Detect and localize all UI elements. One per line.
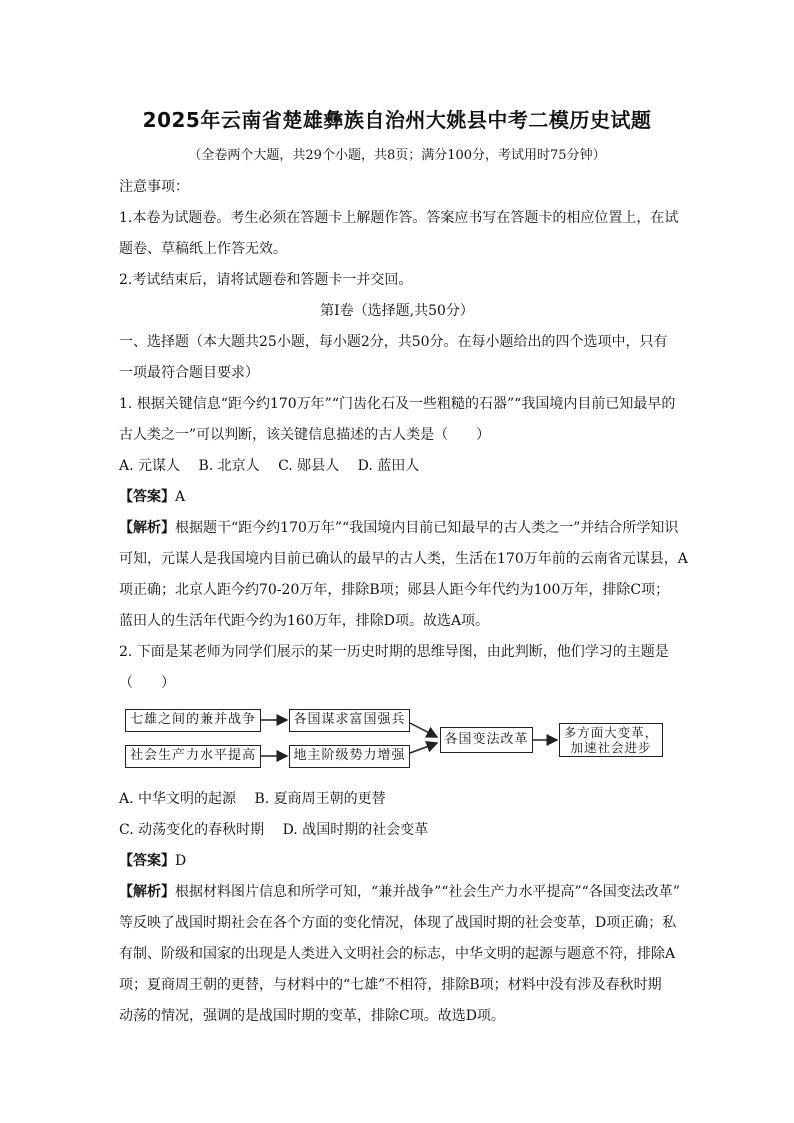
analysis-label: 【解析】: [119, 520, 175, 536]
answer-label: 【答案】: [119, 489, 175, 505]
q1-options: A. 元谋人 B. 北京人 C. 郧县人 D. 蓝田人: [119, 458, 420, 474]
notice-item-1: 1.本卷为试题卷。考生必须在答题卡上解题作答。答案应书写在答题卡的相应位置上，在试: [119, 210, 679, 226]
q2-options-2: C. 动荡变化的春秋时期 D. 战国时期的社会变革: [119, 822, 429, 838]
notice-item-2: 2.考试结束后，请将试题卷和答题卡一并交回。: [119, 272, 413, 288]
part-instructions: 一、选择题（本大题共25小题，每小题2分，共50分。在每小题给出的四个选项中，只有: [119, 334, 668, 350]
q1-answer: [119, 487, 679, 507]
box-landlord-class: 地主阶级势力增强: [289, 745, 410, 768]
exam-info: （全卷两个大题，共29个小题，共8页；满分100分，考试用时75分钟）: [188, 148, 606, 163]
q2-options-1: A. 中华文明的起源 B. 夏商周王朝的更替: [119, 791, 386, 807]
q2-analysis-cont-2: 有制、阶级和国家的出现是人类进入文明社会的标志，中华文明的起源与题意不符，排除A: [119, 946, 676, 962]
answer-value: A: [175, 489, 186, 505]
q2-answer: [119, 851, 679, 871]
box-productivity: 社会生产力水平提高: [125, 745, 261, 768]
analysis-text: 根据材料图片信息和所学可知，“兼并战争”“社会生产力水平提高”“各国变法改革”: [175, 884, 680, 900]
q1-analysis-cont-1: 可知，元谋人是我国境内目前已确认的最早的古人类，生活在170万年前的云南省元谋县，A: [119, 551, 688, 567]
analysis-label: 【解析】: [119, 884, 175, 900]
arrow-4: [410, 743, 437, 753]
part-instructions-cont: 一项最符合题目要求）: [119, 365, 259, 381]
notice-item-1-cont: 题卷、草稿纸上作答无效。: [119, 241, 287, 257]
q1-analysis-cont-2: 项正确；北京人距今约70-20万年，排除B项；郧县人距今年代约为100万年，排除C项；: [119, 582, 670, 598]
volume-title: 第Ⅰ卷（选择题,共50分）: [320, 303, 474, 319]
box-great-change-line-2: 加速社会进步: [570, 740, 652, 755]
box-great-change-line-1: 多方面大变革，: [563, 725, 659, 740]
q2-analysis-cont-3: 项；夏商周王朝的更替，与材料中的“七雄”不相符，排除B项；材料中没有涉及春秋时期: [119, 977, 662, 993]
q2-analysis-cont-4: 动荡的情况，强调的是战国时期的变革，排除C项。故选D项。: [119, 1008, 505, 1024]
box-reforms: 各国变法改革: [440, 727, 533, 753]
q2-analysis: [119, 882, 679, 902]
q1-stem: 1. 根据关键信息“距今约170万年”“门齿化石及一些粗糙的石器”“我国境内目前已知最早的: [119, 396, 676, 412]
analysis-text: 根据题干“距今约170万年”“我国境内目前已知最早的古人类之一”并结合所学知识: [175, 520, 679, 536]
q1-analysis-cont-3: 蓝田人的生活年代距今约为160万年，排除D项。故选A项。: [119, 613, 490, 629]
q2-analysis-cont-1: 等反映了战国时期社会在各个方面的变化情况，体现了战国时期的社会变革，D项正确；私: [119, 915, 677, 931]
notice-heading: 注意事项：: [119, 179, 189, 195]
answer-label: 【答案】: [119, 853, 175, 869]
q2-stem: 2. 下面是某老师为同学们展示的某一历史时期的思维导图，由此判断，他们学习的主题是: [119, 644, 669, 660]
box-great-change: [559, 723, 663, 757]
mind-map-diagram: [119, 703, 679, 773]
q1-analysis: [119, 518, 679, 538]
box-wealth-strength: 各国谋求富国强兵: [289, 709, 410, 732]
page-title: 2025年云南省楚雄彝族自治州大姚县中考二模历史试题: [142, 108, 652, 132]
q2-stem-cont: （ ）: [119, 675, 175, 691]
answer-value: D: [175, 853, 187, 869]
q1-stem-cont: 古人类之一”可以判断，该关键信息描述的古人类是（ ）: [119, 427, 491, 443]
arrow-3: [410, 723, 437, 737]
box-warring-wars: 七雄之间的兼并战争: [125, 709, 261, 732]
